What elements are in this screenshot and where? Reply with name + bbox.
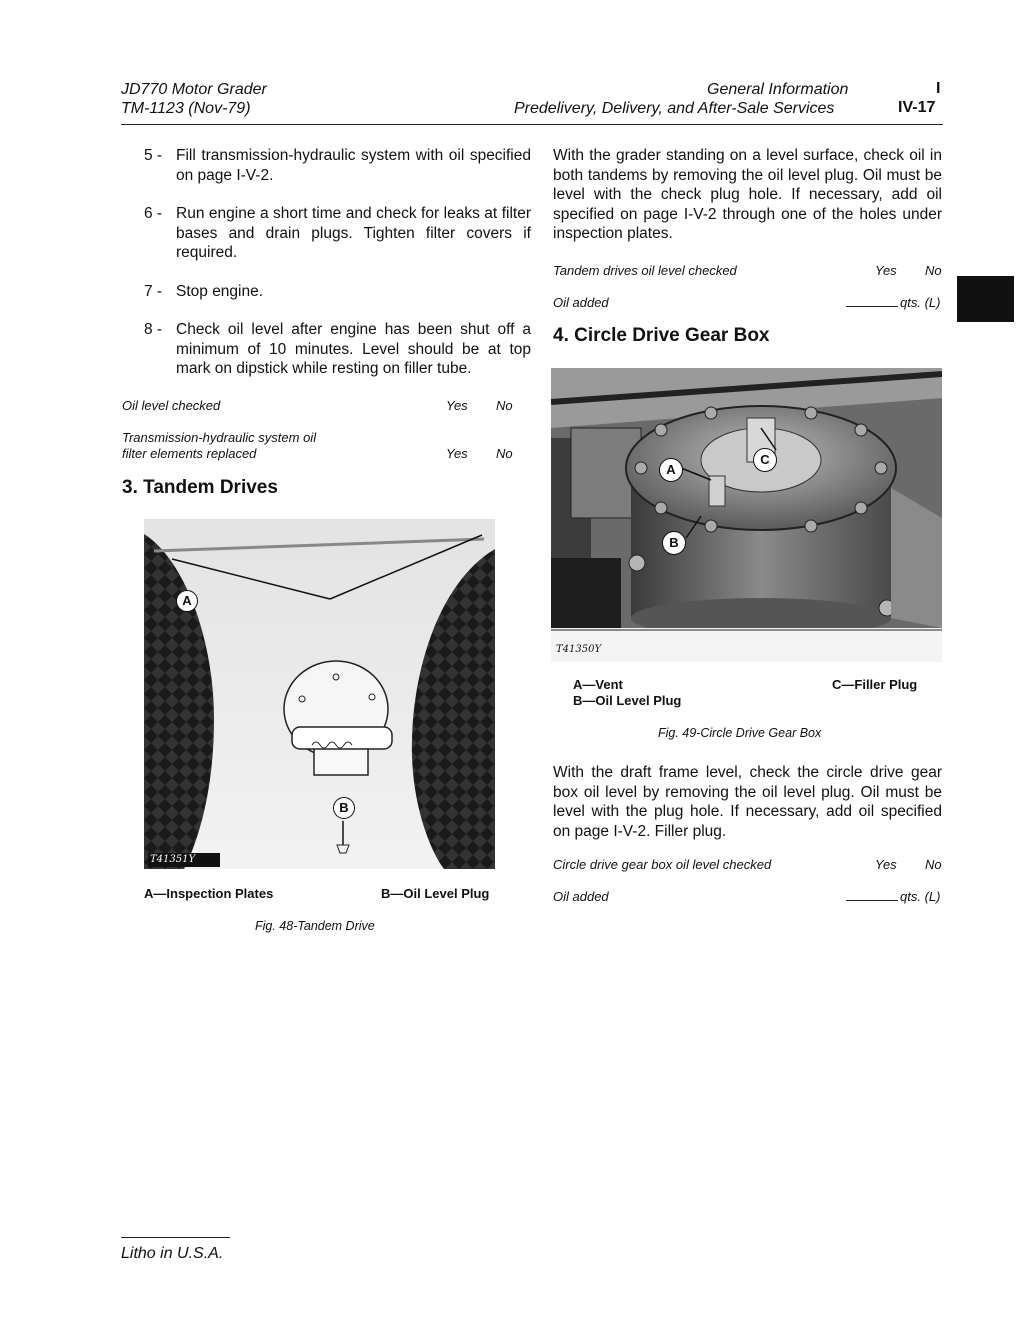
check-filter-label-line2: filter elements replaced [122, 446, 257, 461]
fig49-caption-c: C—Filler Plug [832, 677, 918, 692]
check-circle-yes[interactable]: Yes [875, 857, 897, 872]
step-number: 7 - [144, 283, 163, 300]
section-heading-tandem: 3. Tandem Drives [122, 477, 278, 498]
check-tandem-no[interactable]: No [925, 263, 942, 278]
check-tandem-yes[interactable]: Yes [875, 263, 897, 278]
oil-added-field[interactable] [846, 295, 940, 310]
fig48-caption: Fig. 48-Tandem Drive [255, 919, 375, 933]
fig49-callout-a: A [659, 458, 683, 482]
check-filter-label-line1: Transmission-hydraulic system oil [122, 430, 317, 445]
figure-48-photo [144, 519, 495, 869]
step-text: Fill transmission-hydraulic system with oil specified on page I-V-2. [176, 147, 531, 184]
check-circle-label: Circle drive gear box oil level checked [553, 857, 772, 872]
fig49-callout-c: C [753, 448, 777, 472]
header-rule [121, 124, 943, 125]
check-tandem-label: Tandem drives oil level checked [553, 263, 737, 278]
oil-added2-field[interactable] [846, 889, 940, 904]
oil-added2-unit: qts. (L) [900, 889, 941, 904]
tandem-paragraph: With the grader standing on a level surface, check oil in both tandems by removing the oil level plug. Oil must be level with the check plug hole. If necessary, add oil specified on page I-V-2 through one of the holes under inspection plates. [553, 147, 942, 242]
section-number: I [936, 80, 941, 97]
figure-49-photo [551, 368, 942, 662]
fig49-photo-id: T41350Y [556, 644, 602, 655]
oil-added2-label: Oil added [553, 889, 609, 904]
page-number: IV-17 [898, 99, 936, 116]
oil-added-blank[interactable] [846, 295, 898, 307]
oil-added-label: Oil added [553, 295, 609, 310]
step-number: 5 - [144, 147, 163, 164]
fig49-caption-b: B—Oil Level Plug [573, 693, 682, 708]
step-text: Check oil level after engine has been shut off a minimum of 10 minutes. Level should be at top mark on dipstick while resting on filler tube. [176, 321, 531, 377]
section-title: Predelivery, Delivery, and After-Sale Services [514, 100, 835, 117]
thumb-tab [957, 276, 1014, 322]
fig48-callout-a: A [176, 590, 198, 612]
doc-title: JD770 Motor Grader [121, 81, 267, 98]
step-text: Run engine a short time and check for leaks at filter bases and drain plugs. Tighten filter covers if required. [176, 205, 531, 261]
oil-added2-blank[interactable] [846, 889, 898, 901]
fig49-callout-b: B [662, 531, 686, 555]
fig49-caption: Fig. 49-Circle Drive Gear Box [658, 726, 822, 740]
fig49-caption-a: A—Vent [573, 677, 623, 692]
oil-added-unit: qts. (L) [900, 295, 941, 310]
step-number: 8 - [144, 321, 163, 338]
section-heading-circle: 4. Circle Drive Gear Box [553, 325, 770, 346]
footer-litho: Litho in U.S.A. [121, 1245, 224, 1262]
check-circle-no[interactable]: No [925, 857, 942, 872]
fig48-callout-b: B [333, 797, 355, 819]
fig48-caption-a: A—Inspection Plates [144, 886, 274, 901]
check-filter-yes[interactable]: Yes [446, 446, 468, 461]
step-text: Stop engine. [176, 283, 264, 300]
step-number: 6 - [144, 205, 163, 222]
chapter-title: General Information [707, 81, 849, 98]
check-oil-level-label: Oil level checked [122, 398, 221, 413]
fig48-caption-b: B—Oil Level Plug [381, 886, 490, 901]
check-oil-level-yes[interactable]: Yes [446, 398, 468, 413]
doc-number: TM-1123 (Nov-79) [121, 100, 251, 117]
circle-paragraph: With the draft frame level, check the circle drive gear box oil level by removing the oil level plug. Oil must be level with the plug hole. If necessary, add oil specified on page I-V-2. Filler plug. [553, 764, 942, 840]
footer-rule [121, 1237, 230, 1238]
check-oil-level-no[interactable]: No [496, 398, 513, 413]
check-filter-no[interactable]: No [496, 446, 513, 461]
fig48-photo-id: T41351Y [150, 854, 196, 865]
